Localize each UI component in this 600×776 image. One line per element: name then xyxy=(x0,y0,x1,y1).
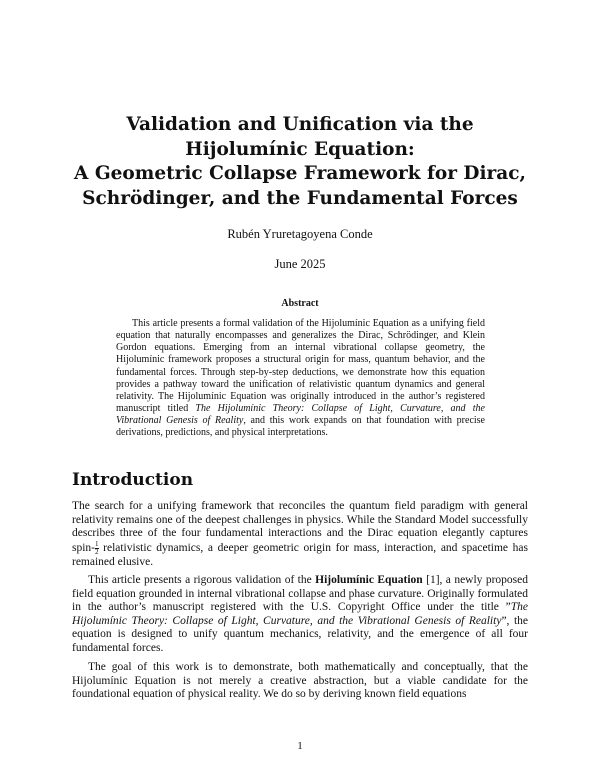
p1-text-2: relativistic dynamics, a deeper geometric origin for mass, interaction, and spacetime has remained elusive. xyxy=(72,541,528,568)
title-line-4: Schrödinger, and the Fundamental Forces xyxy=(82,187,518,209)
title-line-1: Validation and Unification via the xyxy=(126,114,474,135)
author-name: Rubén Yruretagoyena Conde xyxy=(227,227,373,241)
abstract-body xyxy=(116,318,485,440)
p2-text-3: ”, the equation is designed to unify quantum mechanics, relativity, and the emergence of all four fundamental forces. xyxy=(72,614,529,654)
intro-paragraph-3: The goal of this work is to demonstrate, both mathematically and conceptually, that the Hijolumínic Equation is not merely a creative abstraction, but a viable candidate for the foundational equation of physical reality. We do so by deriving known field equations xyxy=(72,661,528,701)
citation-link[interactable]: [1] xyxy=(422,574,440,586)
title-line-3: A Geometric Collapse Framework for Dirac, xyxy=(74,163,526,184)
p2-manuscript-title: The Hijolumínic Theory: Collapse of Light, Curvature, and the Vibrational Genesis of Reality xyxy=(72,601,528,627)
abstract-manuscript-title: The Hijolumínic Theory: Collapse of Light, Curvature, and the Vibrational Genesis of Reality xyxy=(116,403,485,427)
intro-paragraph-1 xyxy=(72,500,528,569)
page-number: 1 xyxy=(297,740,303,752)
abstract-text-2: , and this work expands on that foundation with precise derivations, predictions, and physical interpretations. xyxy=(116,415,486,439)
p2-text-2: , a newly proposed field equation grounded in internal vibrational collapse and phase curvature. Originally formulated in the author’s manuscript registered with the U.S. Copyright Office under the title ” xyxy=(72,574,528,614)
abstract-heading: Abstract xyxy=(281,298,319,309)
p2-bold-term: Hijolumínic Equation xyxy=(315,574,423,586)
p2-text-1: This article presents a rigorous validation of the xyxy=(88,574,316,586)
frac-numerator: 1 xyxy=(95,539,99,548)
publication-date: June 2025 xyxy=(274,257,326,271)
p1-text-1: The search for a unifying framework that reconciles the quantum field paradigm with general relativity remains one of the deepest challenges in physics. While the Standard Model successfully describes three of the four fundamental interactions and the Dirac equation elegantly captures spin- xyxy=(72,500,528,554)
frac-denominator: 2 xyxy=(95,547,99,556)
paper-title xyxy=(60,113,540,211)
abstract-text-1: This article presents a formal validation of the Hijolumínic Equation as a unifying field equation that naturally encompasses and generalizes the Dirac, Schrödinger, and Klein Gordon equations. Emerging from an internal vibrational collapse geometry, the Hijolumínic framework proposes a structural origin for mass, quantum behavior, and the fundamental forces. Through step-by-step deductions, we demonstrate how this equation provides a pathway toward the unification of relativistic quantum dynamics and general relativity. The Hijolumínic Equation was originally introduced in the author’s registered manuscript titled xyxy=(116,318,485,415)
intro-paragraph-2 xyxy=(72,574,528,656)
title-line-2: Hijolumínic Equation: xyxy=(185,138,415,160)
section-heading-introduction: Introduction xyxy=(72,470,194,490)
